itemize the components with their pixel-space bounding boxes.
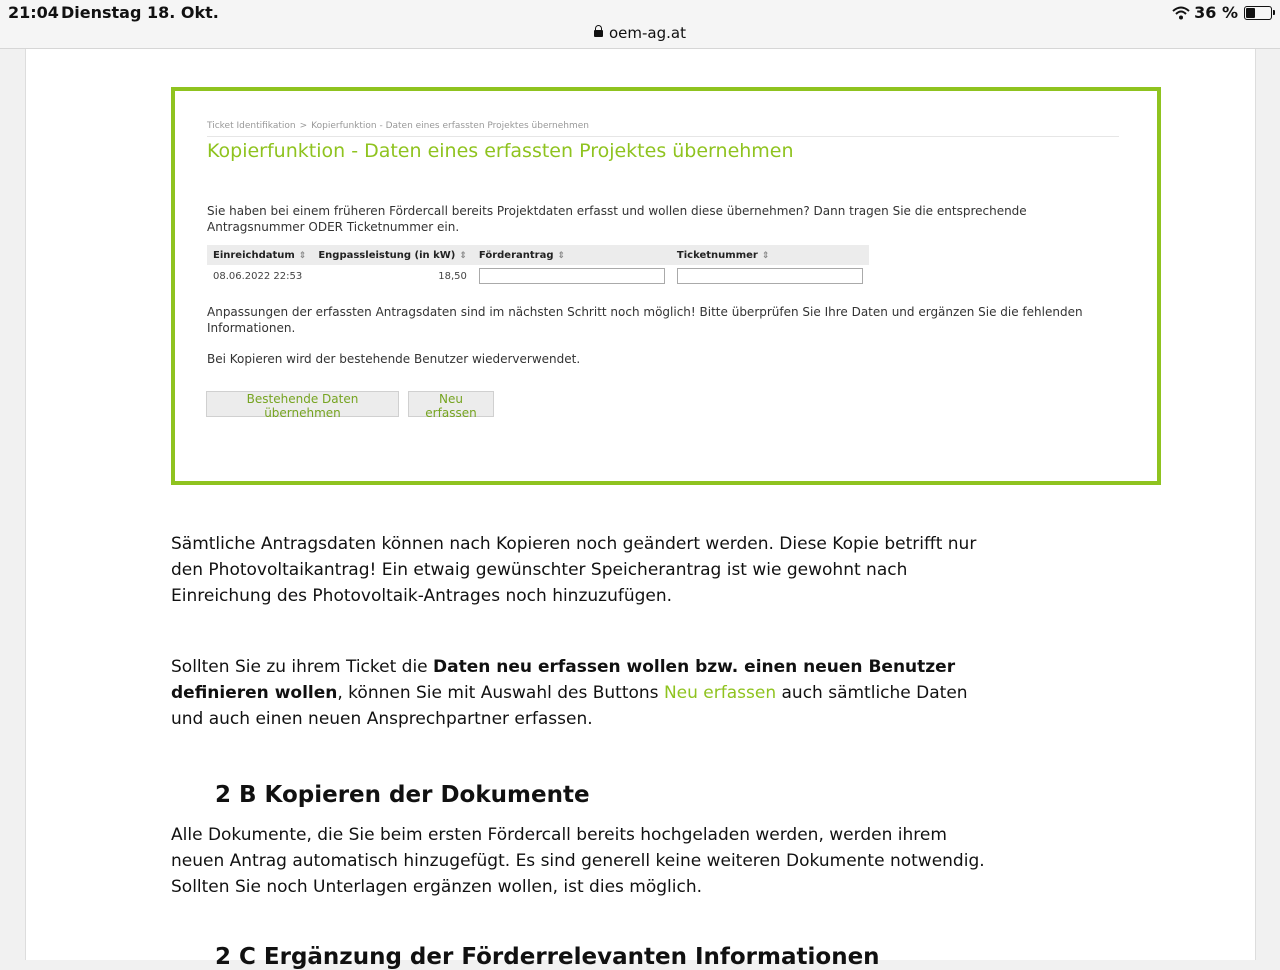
column-header[interactable]: Engpassleistung (in kW) ⇕ bbox=[312, 245, 473, 265]
status-time: 21:04 bbox=[8, 3, 59, 22]
foerderantrag-input[interactable] bbox=[479, 268, 665, 284]
form-screenshot bbox=[171, 87, 1161, 485]
url-text: oem-ag.at bbox=[609, 24, 686, 42]
paragraph-copy-info: Sämtliche Antragsdaten können nach Kopieren noch geändert werden. Diese Kopie betrifft nur den Photovoltaikantrag! Ein etwaig gewünschter Speicherantrag ist wie gewohnt nach Einreichung des Photovoltaik-Antrages noch hinzuzufügen. bbox=[171, 534, 977, 606]
cell-ticketnummer bbox=[671, 265, 869, 287]
form-note-user: Bei Kopieren wird der bestehende Benutzer wiederverwendet. bbox=[207, 352, 581, 366]
adopt-existing-data-button[interactable]: Bestehende Daten übernehmen bbox=[206, 391, 399, 417]
projects-table bbox=[207, 245, 869, 287]
ticketnummer-input[interactable] bbox=[677, 268, 863, 284]
table-row bbox=[207, 265, 869, 287]
address-bar[interactable] bbox=[0, 24, 1280, 42]
column-header[interactable]: Ticketnummer ⇕ bbox=[671, 245, 869, 265]
form-title: Kopierfunktion - Daten eines erfassten Projektes übernehmen bbox=[207, 140, 794, 162]
neu-erfassen-link[interactable]: Neu erfassen bbox=[663, 683, 777, 703]
breadcrumb-item: Kopierfunktion - Daten eines erfassten Projektes übernehmen bbox=[311, 121, 589, 131]
battery-percent: 36 % bbox=[1194, 3, 1238, 22]
form-intro: Sie haben bei einem früheren Fördercall bereits Projektdaten erfasst und wollen diese übernehmen? Dann tragen Sie die entsprechende Antragsnummer ODER Ticketnummer ein. bbox=[207, 204, 1027, 234]
lock-icon bbox=[594, 30, 603, 37]
sort-icon: ⇕ bbox=[557, 250, 566, 261]
sort-icon: ⇕ bbox=[761, 250, 770, 261]
section-heading-partial: 2 C Ergänzung der Förderrelevanten Informationen bbox=[215, 944, 880, 970]
new-entry-button[interactable]: Neu erfassen bbox=[408, 391, 494, 417]
breadcrumb-item[interactable]: Ticket Identifikation bbox=[207, 121, 296, 131]
battery-icon bbox=[1244, 6, 1272, 20]
cell-power: 18,50 bbox=[438, 270, 467, 282]
paragraph-new-entry: Sollten Sie zu ihrem Ticket die Daten neu erfassen wollen bzw. einen neuen Benutzer definieren wollen, können Sie mit Auswahl des Buttons Neu erfassen auch sämtliche Daten und auch einen neuen Ansprechpartner erfassen. bbox=[171, 657, 968, 729]
section-heading: 2 B Kopieren der Dokumente bbox=[215, 782, 590, 808]
form-note-adjust: Anpassungen der erfassten Antragsdaten sind im nächsten Schritt noch möglich! Bitte überprüfen Sie Ihre Daten und ergänzen Sie die fehlenden Informationen. bbox=[207, 305, 1083, 335]
status-date: Dienstag 18. Okt. bbox=[61, 3, 219, 22]
paragraph-documents: Alle Dokumente, die Sie beim ersten Fördercall bereits hochgeladen werden, werden ihrem neuen Antrag automatisch hinzugefügt. Es sind generell keine weiteren Dokumente notwendig. Sollten Sie noch Unterlagen ergänzen wollen, ist dies möglich. bbox=[171, 825, 985, 897]
breadcrumb-separator: > bbox=[299, 121, 308, 131]
sort-icon: ⇕ bbox=[298, 250, 307, 261]
column-header[interactable]: Förderantrag ⇕ bbox=[473, 245, 671, 265]
sort-icon: ⇕ bbox=[459, 250, 467, 261]
cell-foerderantrag bbox=[473, 265, 671, 287]
column-header[interactable]: Einreichdatum ⇕ bbox=[207, 245, 312, 265]
breadcrumb bbox=[207, 121, 1119, 137]
status-bar bbox=[0, 0, 1280, 49]
wifi-icon bbox=[1172, 6, 1190, 20]
cell-date: 08.06.2022 22:53 bbox=[213, 270, 303, 282]
emphasis-text: Daten neu erfassen wollen bzw. einen neuen Benutzer definieren wollen bbox=[171, 657, 956, 703]
status-indicators bbox=[1172, 3, 1272, 22]
